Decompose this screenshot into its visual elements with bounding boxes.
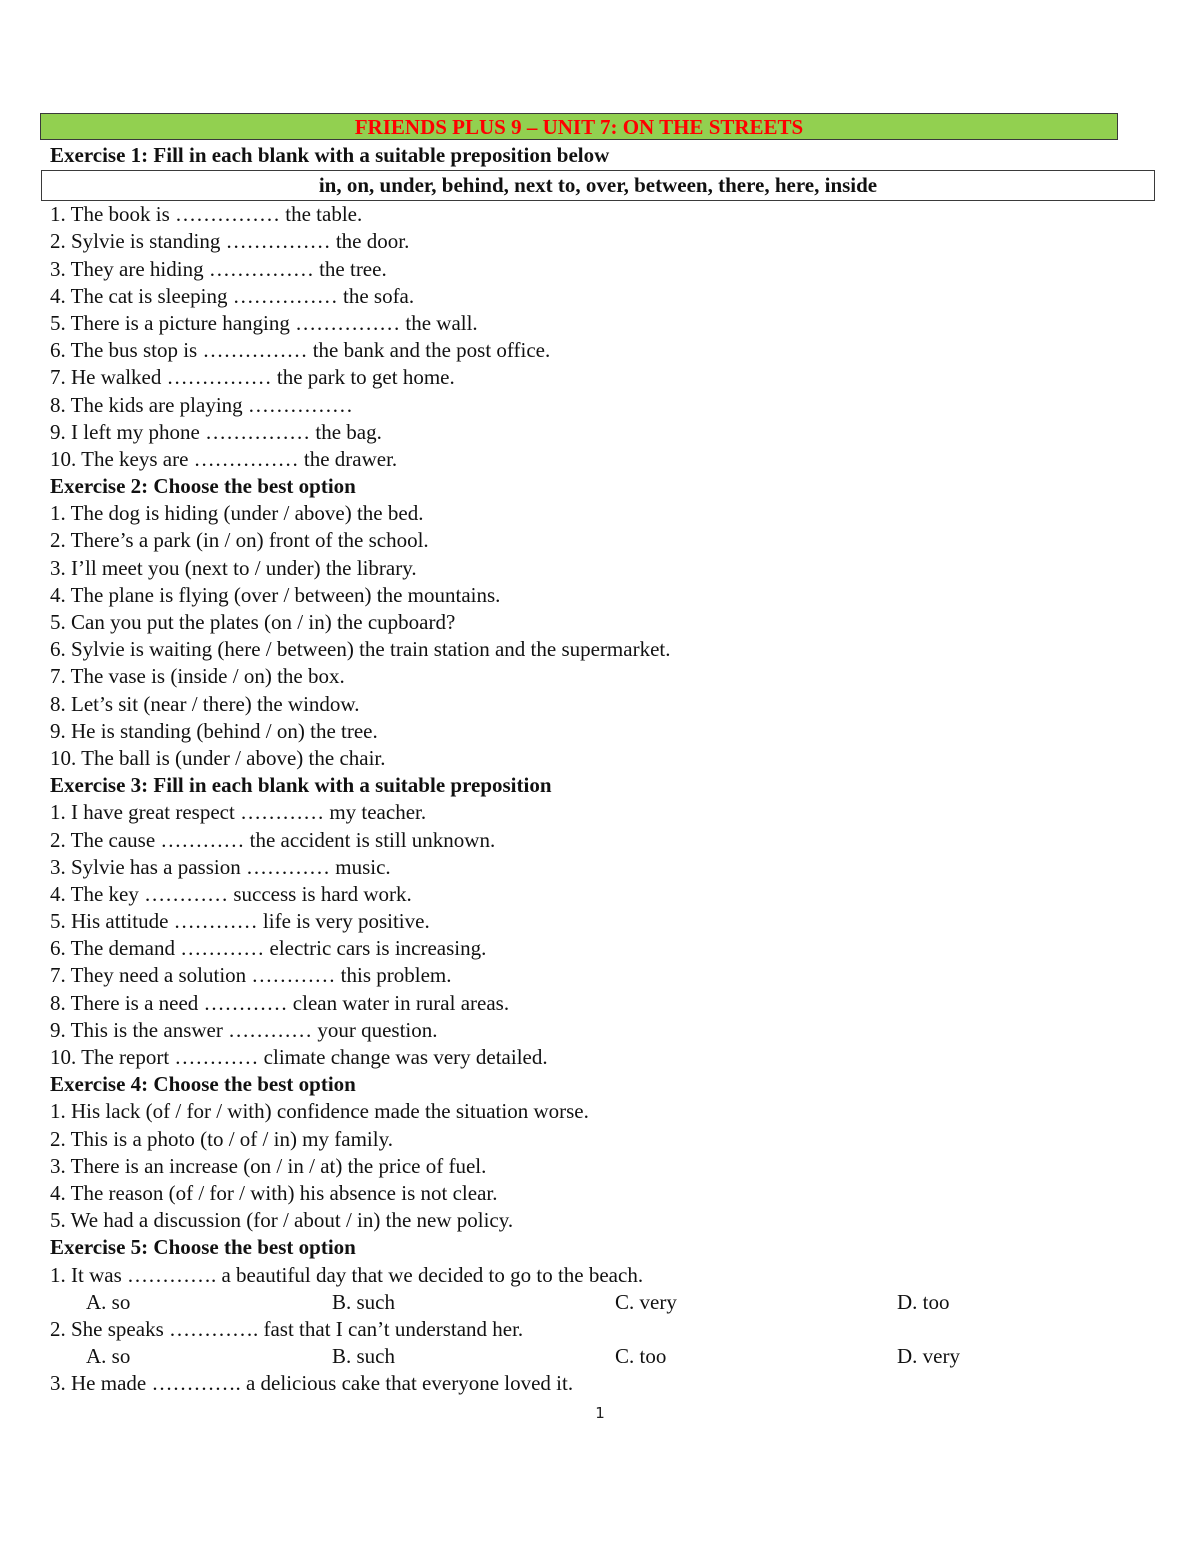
exercise-3-item: 8. There is a need ………… clean water in rural areas. — [50, 990, 510, 1015]
exercise-3-heading: Exercise 3: Fill in each blank with a suitable preposition — [50, 773, 552, 798]
answer-options — [50, 1289, 1160, 1316]
exercise-3-item: 10. The report ………… climate change was very detailed. — [50, 1045, 548, 1069]
exercise-1-item: 1. The book is …………… the table. — [50, 202, 363, 227]
exercise-2-item: 6. Sylvie is waiting (here / between) the train station and the supermarket. — [50, 637, 671, 662]
exercise-4-item: 2. This is a photo (to / of / in) my family. — [50, 1126, 393, 1151]
exercise-5-question: 1. It was …………. a beautiful day that we decided to go to the beach. — [50, 1262, 644, 1287]
exercise-1-item: 3. They are hiding …………… the tree. — [50, 256, 387, 281]
exercise-2-item: 7. The vase is (inside / on) the box. — [50, 664, 345, 689]
option-a: A. so — [86, 1344, 131, 1369]
exercise-2-item: 5. Can you put the plates (on / in) the cupboard? — [50, 610, 456, 634]
exercise-2-item: 8. Let’s sit (near / there) the window. — [50, 691, 360, 716]
option-a: A. so — [86, 1289, 131, 1314]
exercise-5-question: 3. He made …………. a delicious cake that everyone loved it. — [50, 1371, 574, 1396]
worksheet-content — [50, 142, 1160, 1397]
exercise-1-item: 10. The keys are …………… the drawer. — [50, 446, 398, 471]
exercise-1-heading: Exercise 1: Fill in each blank with a suitable preposition below — [50, 143, 610, 167]
option-d: D. too — [897, 1289, 950, 1314]
exercise-1-item: 5. There is a picture hanging …………… the wall. — [50, 310, 478, 335]
option-b: B. such — [332, 1344, 395, 1369]
exercise-3-item: 7. They need a solution ………… this problem. — [50, 963, 452, 988]
exercise-3-item: 2. The cause ………… the accident is still unknown. — [50, 827, 496, 852]
exercise-5-question: 2. She speaks …………. fast that I can’t understand her. — [50, 1316, 524, 1341]
exercise-2-item: 10. The ball is (under / above) the chair. — [50, 745, 386, 770]
exercise-3-item: 5. His attitude ………… life is very positive. — [50, 909, 430, 934]
page-title: FRIENDS PLUS 9 – UNIT 7: ON THE STREETS — [40, 113, 1118, 140]
exercise-3-item: 3. Sylvie has a passion ………… music. — [50, 854, 391, 879]
option-d: D. very — [897, 1344, 960, 1369]
exercise-4-item: 4. The reason (of / for / with) his absence is not clear. — [50, 1180, 498, 1205]
exercise-1-item: 2. Sylvie is standing …………… the door. — [50, 229, 410, 254]
exercise-1-item: 7. He walked …………… the park to get home. — [50, 365, 455, 390]
exercise-4-item: 3. There is an increase (on / in / at) the price of fuel. — [50, 1153, 487, 1178]
exercise-4-item: 1. His lack (of / for / with) confidence made the situation worse. — [50, 1099, 589, 1124]
exercise-2-item: 2. There’s a park (in / on) front of the school. — [50, 528, 429, 553]
exercise-2-item: 4. The plane is flying (over / between) the mountains. — [50, 582, 501, 607]
exercise-4-item: 5. We had a discussion (for / about / in) the new policy. — [50, 1208, 514, 1233]
option-b: B. such — [332, 1289, 395, 1314]
exercise-2-heading: Exercise 2: Choose the best option — [50, 474, 356, 499]
exercise-2-item: 3. I’ll meet you (next to / under) the library. — [50, 555, 417, 580]
answer-options — [50, 1343, 1160, 1370]
exercise-1-item: 4. The cat is sleeping …………… the sofa. — [50, 283, 415, 308]
exercise-3-item: 4. The key ………… success is hard work. — [50, 881, 412, 906]
exercise-1-item: 9. I left my phone …………… the bag. — [50, 419, 382, 444]
option-c: C. too — [615, 1344, 667, 1369]
exercise-3-item: 9. This is the answer ………… your question. — [50, 1017, 438, 1042]
exercise-4-heading: Exercise 4: Choose the best option — [50, 1072, 356, 1097]
exercise-2-item: 1. The dog is hiding (under / above) the bed. — [50, 501, 424, 526]
exercise-1-item: 8. The kids are playing …………… — [50, 392, 353, 417]
exercise-1-item: 6. The bus stop is …………… the bank and the post office. — [50, 338, 551, 363]
word-bank-box: in, on, under, behind, next to, over, between, there, here, inside — [41, 170, 1155, 201]
exercise-3-item: 6. The demand ………… electric cars is increasing. — [50, 936, 487, 961]
exercise-2-item: 9. He is standing (behind / on) the tree. — [50, 718, 378, 743]
option-c: C. very — [615, 1289, 677, 1314]
exercise-5-heading: Exercise 5: Choose the best option — [50, 1235, 356, 1260]
exercise-3-item: 1. I have great respect ………… my teacher. — [50, 800, 427, 825]
page-number: 1 — [595, 1404, 605, 1422]
